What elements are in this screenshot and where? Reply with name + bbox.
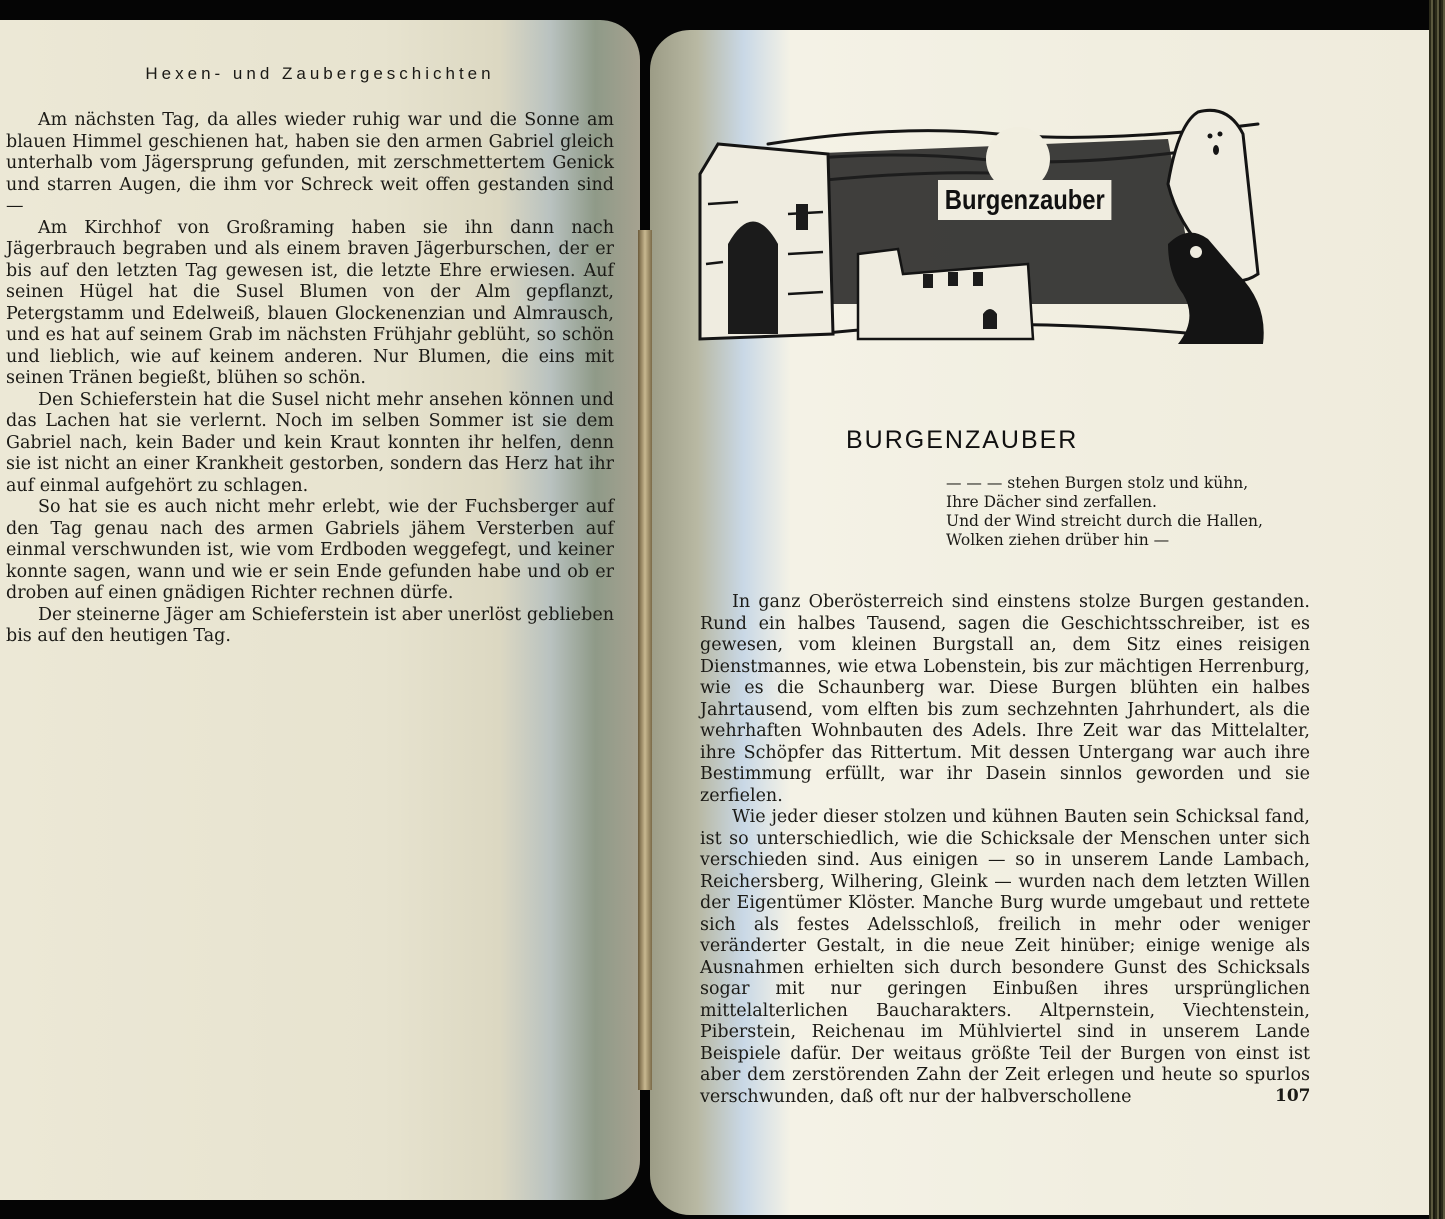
left-page: [0, 20, 640, 1200]
epigraph-line: Und der Wind streicht durch die Hallen,: [946, 512, 1263, 530]
book-page-edge: [1429, 0, 1445, 1219]
epigraph-line: Ihre Dächer sind zerfallen.: [946, 493, 1157, 511]
epigraph-line: — — — stehen Burgen stolz und kühn,: [946, 474, 1249, 492]
paragraph: In ganz Oberösterreich sind einstens stolze Burgen gestanden. Rund ein halbes Tausend, sagen die Geschichtsschreiber, ist es gewesen, vom kleinen Burgstall an, dem Sitz eines reisigen Dienstmannes, wie etwa Lobenstein, bis zur mächtigen Herrenburg, wie es die Schaunberg war. Diese Burgen blühten ein halbes Jahrtausend, vom elften bis zum sechzehnten Jahrhundert, als die wehrhaften Wohnbauten des Adels. Ihre Zeit war das Mittelalter, ihre Schöpfer das Rittertum. Mit dessen Untergang war auch ihre Bestimmung erfüllt, war ihr Dasein sinnlos geworden und sie zerfielen.: [700, 592, 1310, 806]
paragraph: Am Kirchhof von Großraming haben sie ihn dann nach Jägerbrauch begraben und als einem braven Jägerburschen, der er bis auf den letzten Tag gewesen ist, die letzte Ehre erwiesen. Auf seinen Hügel hat die Susel Blumen von der Alm gepflanzt, Petergstamm und Edelweiß, blauen Glockenenzian und Almrausch, und es hat auf seinem Grab im nächsten Frühjahr geblüht, so schön und lieblich, wie auf keinem anderen. Nur Blumen, die eins mit seinen Tränen begießt, blühen so schön.: [6, 217, 614, 388]
paragraph: So hat sie es auch nicht mehr erlebt, wie der Fuchsberger auf den Tag genau nach des armen Gabriels jähem Versterben auf einmal verschwunden ist, wie vom Erdboden weggefegt, und keiner konnte sagen, wann und wie er sein Ende gefunden habe und ob er droben auf einen gnädigen Richter rechnen dürfe.: [6, 497, 614, 603]
epigraph-line: Wolken ziehen drüber hin —: [946, 531, 1170, 549]
right-page-body: [700, 592, 1310, 1108]
castle-ghost-wolf-illustration: [698, 104, 1290, 354]
epigraph: [946, 474, 1263, 550]
illustration-title: Burgenzauber: [938, 180, 1112, 220]
paragraph: Wie jeder dieser stolzen und kühnen Bauten sein Schicksal fand, ist so unterschiedlich, wie die Schicksale der Menschen unter sich verschieden sind. Aus einigen — so in unserem Lande Lambach, Reichersberg, Wilhering, Gleink — wurden nach dem letzten Willen der Eigentümer Klöster. Manche Burg wurde umgebaut und rettete sich als festes Adelsschloß, freilich in mehr oder weniger veränderter Gestalt, in die neue Zeit hinüber; einige wenige als Ausnahmen erhielten sich durch besondere Gunst des Schicksals sogar mit nur geringen Einbußen ihres ursprünglichen mittelalterlichen Baucharakters. Altpernstein, Viechtenstein, Piberstein, Reichenau im Mühlviertel sind in unserem Lande Beispiele dafür. Der weitaus größte Teil der Burgen von einst ist aber dem zerstörenden Zahn der Zeit erlegen und heute so spurlos verschwunden, daß oft nur der halbverschollene: [700, 807, 1310, 1107]
running-head: Hexen- und Zaubergeschichten: [145, 64, 495, 83]
page-number: 107: [1275, 1086, 1311, 1106]
paragraph: Der steinerne Jäger am Schieferstein ist aber unerlöst geblieben bis auf den heutigen Tag.: [6, 604, 614, 646]
paragraph: Am nächsten Tag, da alles wieder ruhig war und die Sonne am blauen Himmel geschienen hat, haben sie den armen Gabriel gleich unterhalb vom Jägersprung gefunden, mit zerschmettertem Genick und starren Augen, die ihm vor Schreck weit offen gestanden sind —: [6, 110, 614, 216]
paragraph: Den Schieferstein hat die Susel nicht mehr ansehen können und das Lachen hat sie verlernt. Noch im selben Sommer ist sie dem Gabriel nach, kein Bader und kein Kraut konnten ihr helfen, denn sie ist nicht an einer Krankheit gestorben, sondern das Herz hat ihr auf einmal aufgehört zu schlagen.: [6, 389, 614, 496]
right-page: [650, 30, 1430, 1215]
left-page-body: [6, 110, 614, 648]
chapter-title: BURGENZAUBER: [846, 426, 1079, 454]
book-spine-gutter: [638, 230, 652, 1090]
